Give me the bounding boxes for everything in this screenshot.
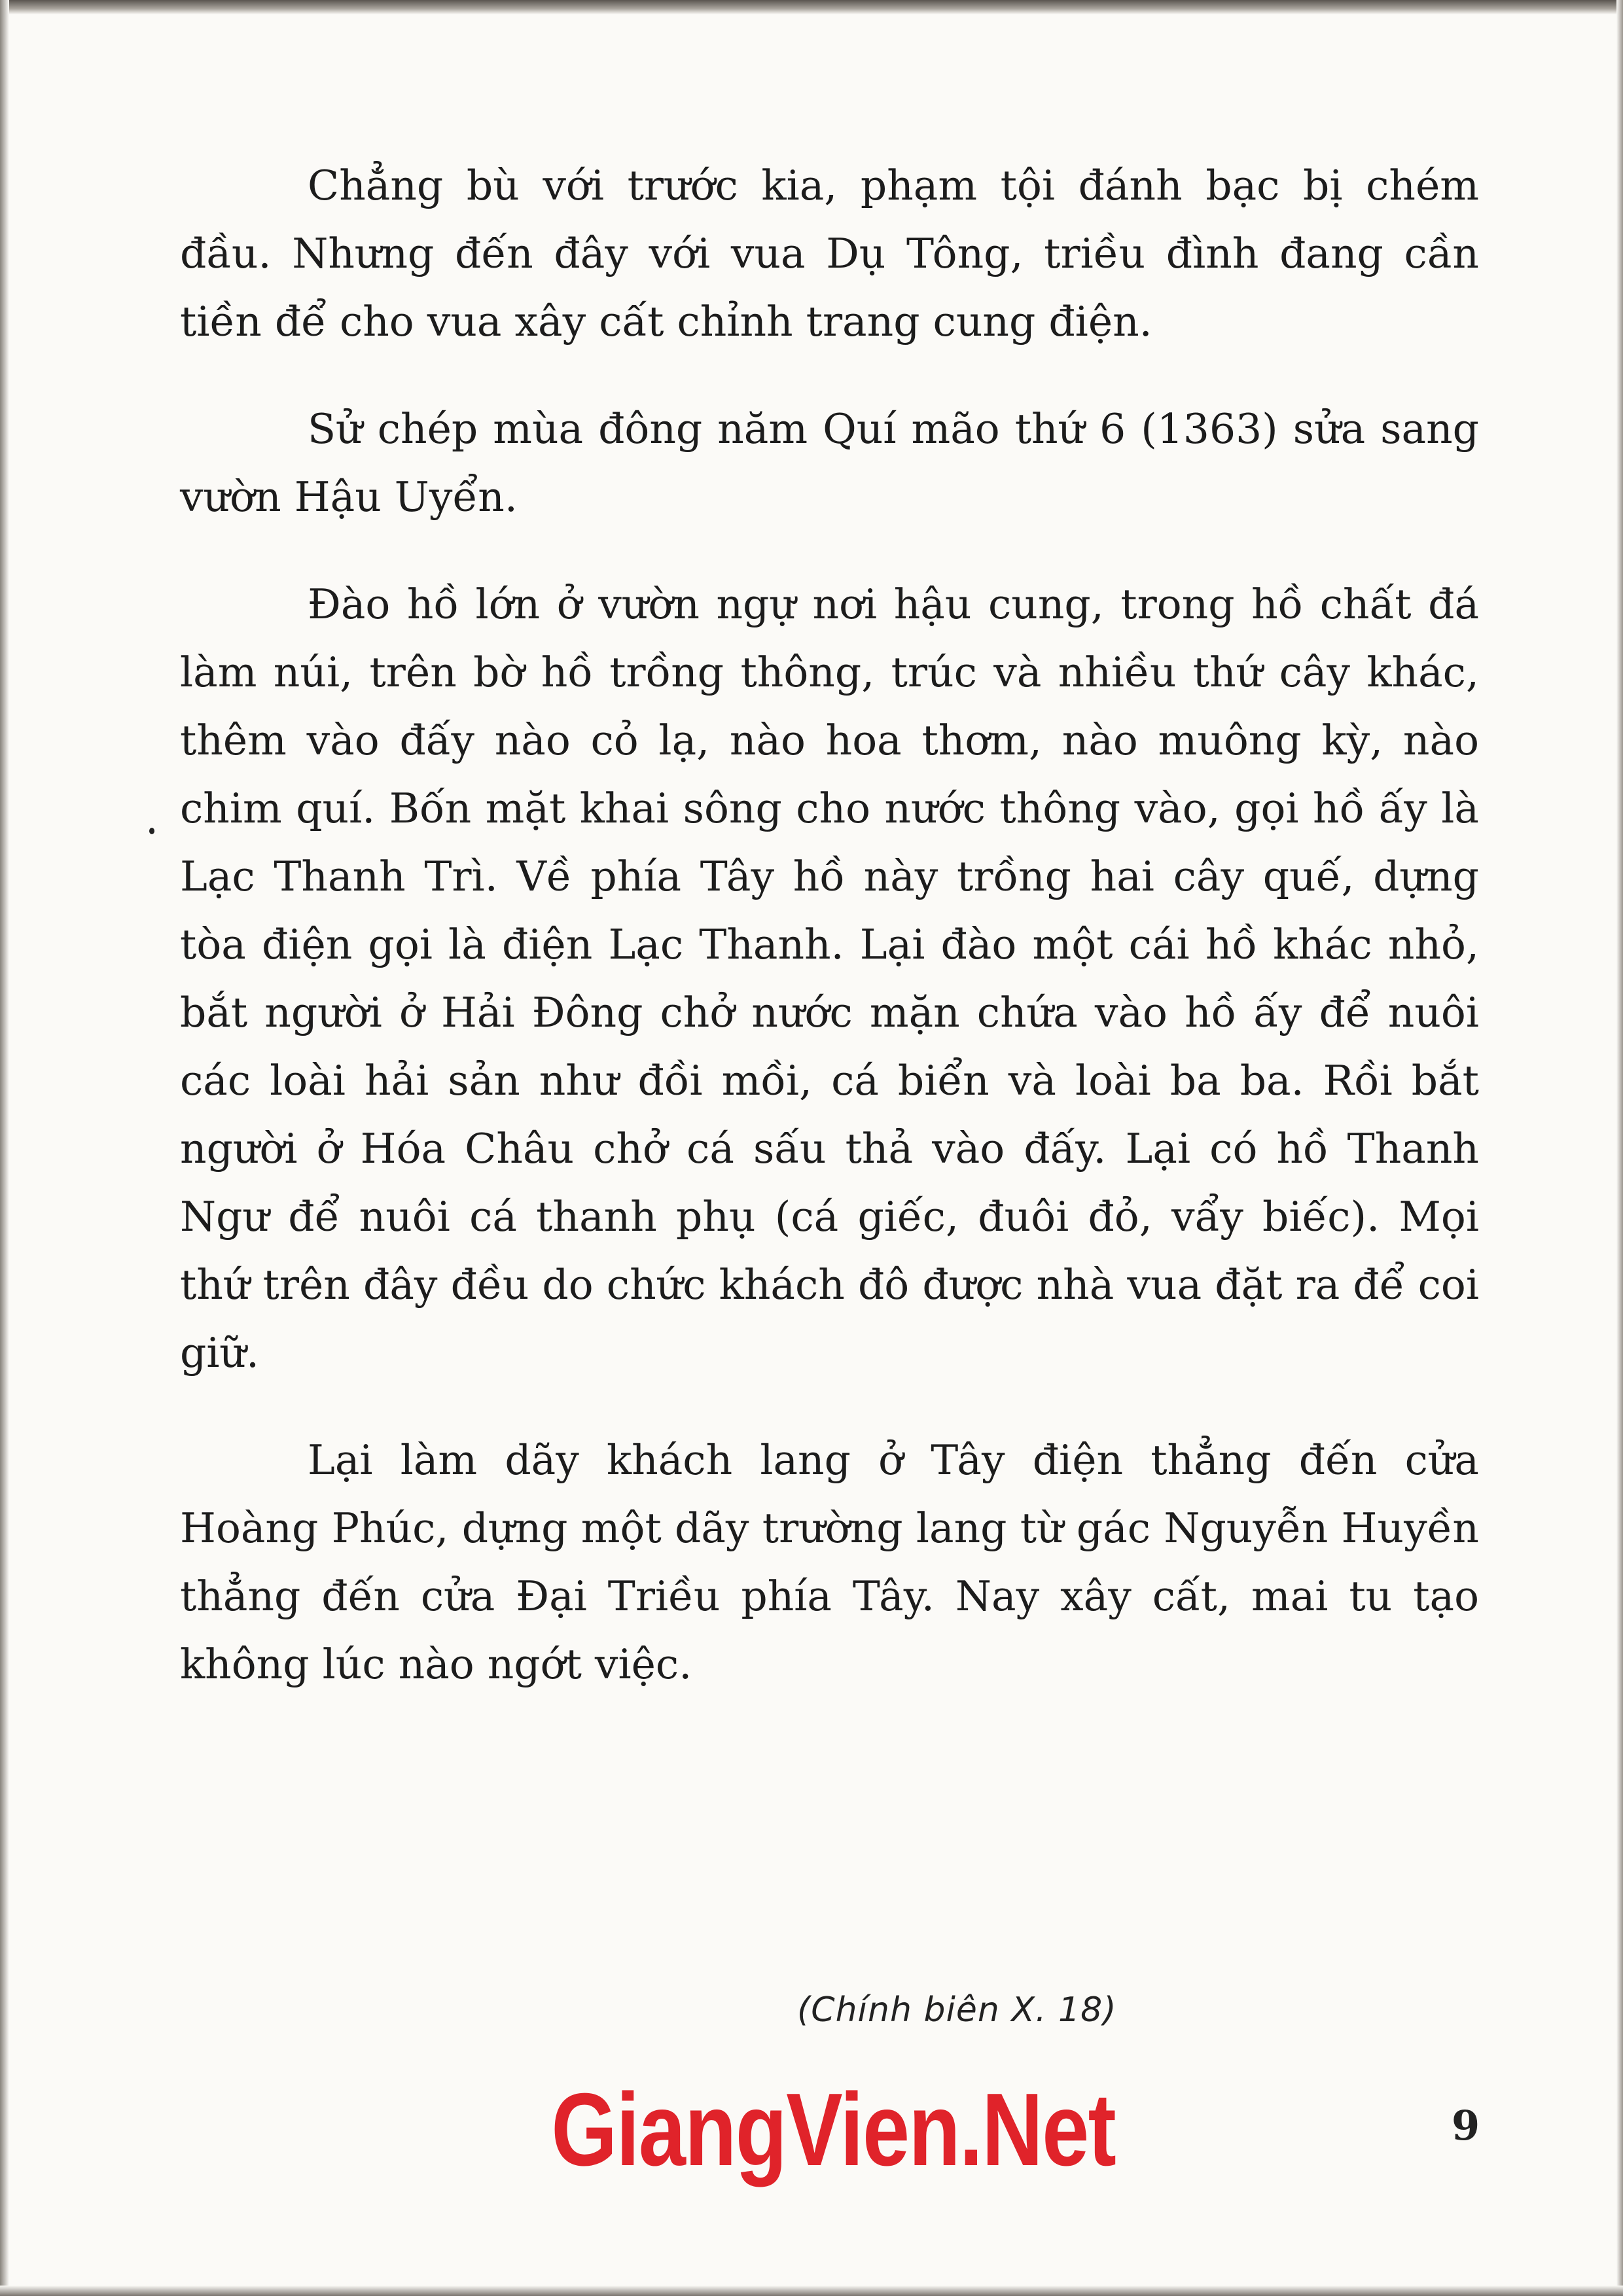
page-top-edge [0, 0, 1623, 14]
body-text [180, 152, 1479, 1699]
citation: (Chính biên X. 18) [797, 1990, 1117, 2030]
page-left-edge [0, 0, 9, 2296]
page-number: 9 [1452, 2102, 1480, 2149]
paragraph-4: Lại làm dãy khách lang ở Tây điện thẳng đến cửa Hoàng Phúc, dựng một dãy trường lang từ gác Nguyễn Huyền thẳng đến cửa Đại Triều phía Tây. Nay xây cất, mai tu tạo không lúc nào ngớt việc. [180, 1436, 1479, 1688]
paragraph-2: Sử chép mùa đông năm Quí mão thứ 6 (1363) sửa sang vườn Hậu Uyển. [180, 405, 1479, 521]
watermark-logo: GiangVien.Net [551, 2072, 1116, 2187]
margin-mark [149, 828, 154, 834]
paragraph-3: Đào hồ lớn ở vườn ngự nơi hậu cung, trong hồ chất đá làm núi, trên bờ hồ trồng thông, trúc và nhiều thứ cây khác, thêm vào đấy nào cỏ lạ, nào hoa thơm, nào muông kỳ, nào chim quí. Bốn mặt khai sông cho nước thông vào, gọi hồ ấy là Lạc Thanh Trì. Về phía Tây hồ này trồng hai cây quế, dựng tòa điện gọi là điện Lạc Thanh. Lại đào một cái hồ khác nhỏ, bắt người ở Hải Đông chở nước mặn chứa vào hồ ấy để nuôi các loài hải sản như đồi mồi, cá biển và loài ba ba. Rồi bắt người ở Hóa Châu chở cá sấu thả vào đấy. Lại có hồ Thanh Ngư để nuôi cá thanh phụ (cá giếc, đuôi đỏ, vẩy biếc). Mọi thứ trên đây đều do chức khách đô được nhà vua đặt ra để coi giữ. [180, 580, 1479, 1377]
paragraph-1: Chẳng bù với trước kia, phạm tội đánh bạc bị chém đầu. Nhưng đến đây với vua Dụ Tông, triều đình đang cần tiền để cho vua xây cất chỉnh trang cung điện. [180, 162, 1479, 345]
page-right-edge [1616, 0, 1623, 2296]
page-bottom-edge [0, 2286, 1623, 2296]
